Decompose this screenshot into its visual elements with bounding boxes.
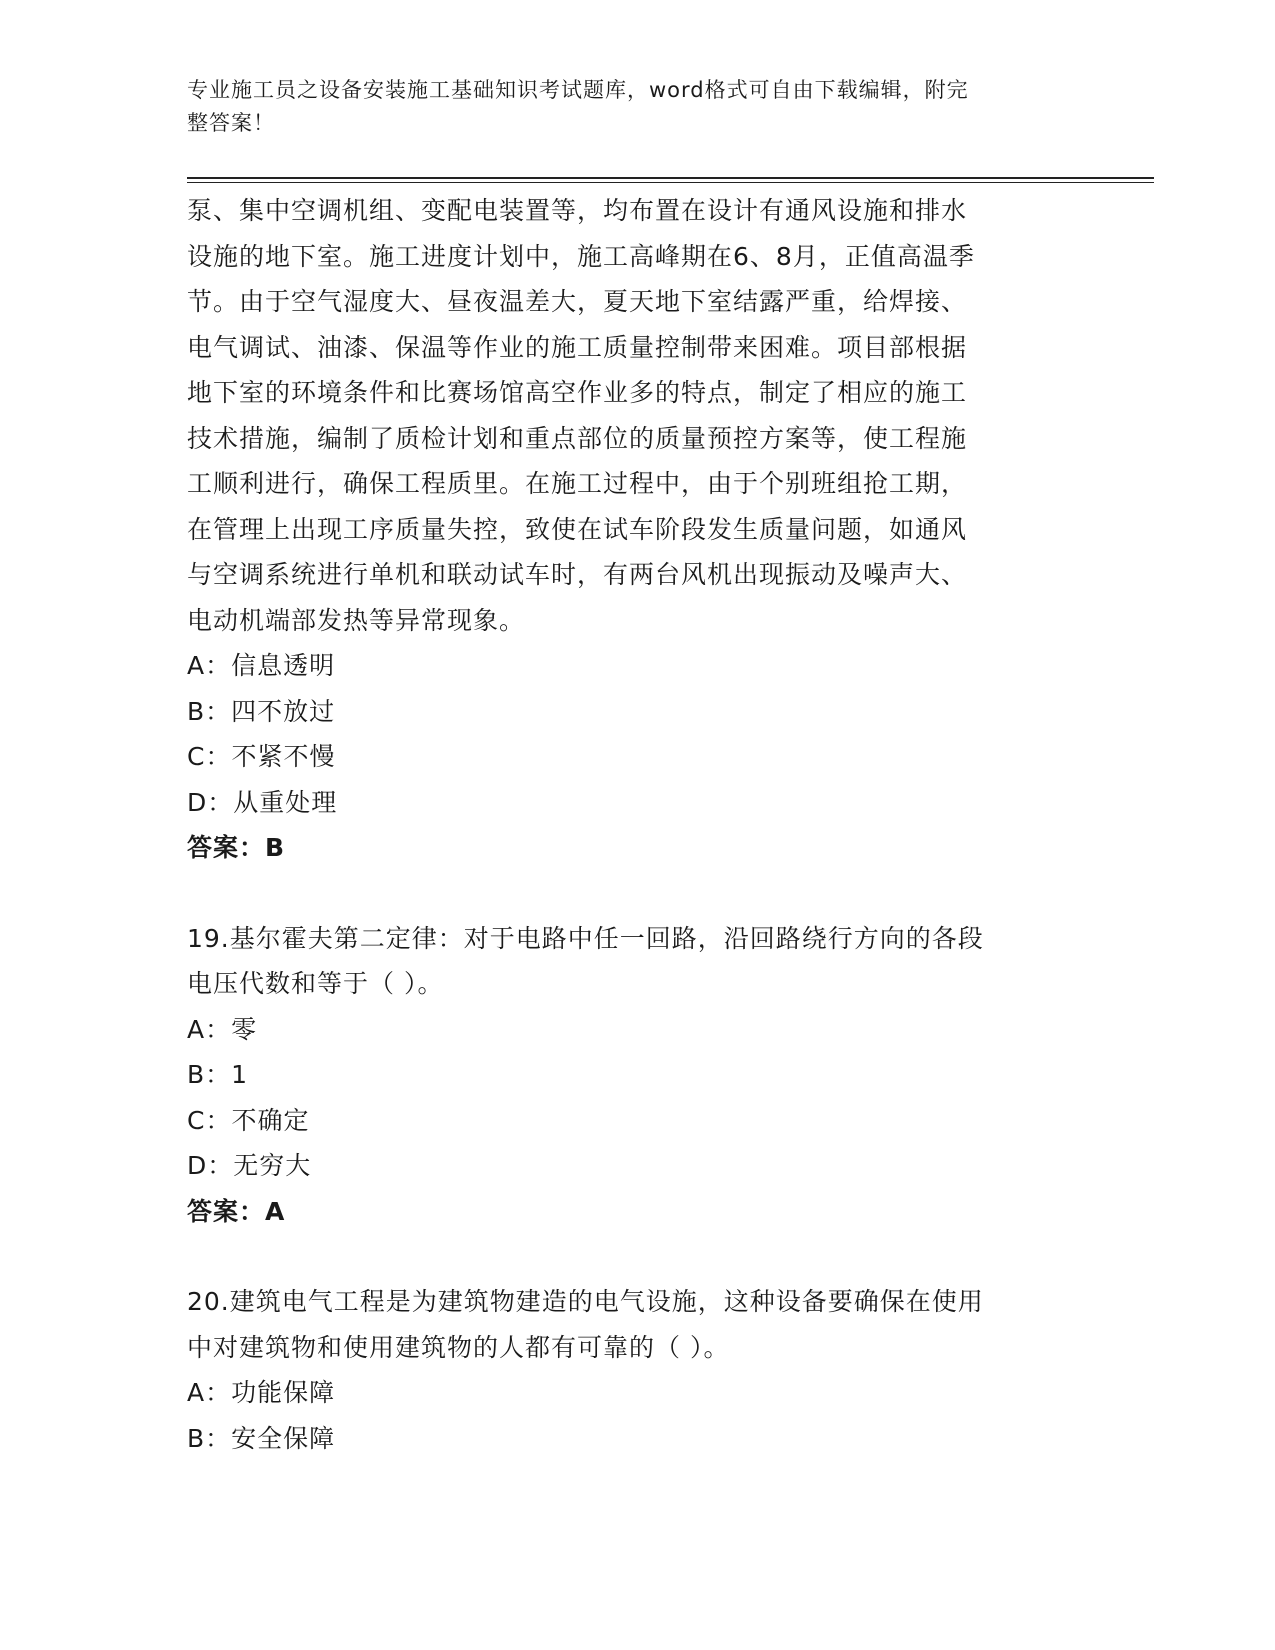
question-text-line: 电动机端部发热等异常现象。 [187, 605, 526, 635]
option-a: A：功能保障 [187, 1378, 336, 1407]
option-a: A：零 [187, 1014, 258, 1044]
question-text-line: 在管理上出现工序质量失控，致使在试车阶段发生质量问题，如通风 [187, 514, 968, 544]
answer-line: 答案：B [187, 833, 286, 862]
question-text-line: 中对建筑物和使用建筑物的人都有可靠的（ ）。 [187, 1332, 730, 1362]
option-a: A：信息透明 [187, 651, 336, 680]
question-text-line: 泵、集中空调机组、变配电装置等，均布置在设计有通风设施和排水 [187, 196, 968, 225]
spacer [187, 1234, 1067, 1279]
header-rule-thick [187, 177, 1154, 179]
question-18-continuation [187, 188, 1067, 871]
option-b: B：1 [187, 1060, 249, 1089]
question-20 [187, 1279, 1067, 1461]
question-text-line: 与空调系统进行单机和联动试车时，有两台风机出现振动及噪声大、 [187, 560, 968, 589]
answer-line: 答案：A [187, 1196, 286, 1226]
question-text-line: 技术措施，编制了质检计划和重点部位的质量预控方案等，使工程施 [187, 423, 968, 453]
page-header [187, 74, 1067, 140]
option-b: B：四不放过 [187, 696, 336, 726]
option-c: C：不确定 [187, 1105, 310, 1135]
header-rule-thin [187, 182, 1154, 183]
spacer [187, 871, 1067, 916]
option-b: B：安全保障 [187, 1423, 336, 1453]
question-19 [187, 916, 1067, 1235]
question-text-line: 电压代数和等于（ ）。 [187, 969, 444, 998]
header-title-line-2: 整答案！ [187, 111, 275, 135]
question-text-line: 地下室的环境条件和比赛场馆高空作业多的特点，制定了相应的施工 [187, 378, 968, 407]
question-text-line: 电气调试、油漆、保温等作业的施工质量控制带来困难。项目部根据 [187, 332, 968, 362]
question-text-line: 节。由于空气湿度大、昼夜温差大，夏天地下室结露严重，给焊接、 [187, 287, 968, 316]
option-d: D：无穷大 [187, 1151, 312, 1180]
option-d: D：从重处理 [187, 787, 338, 817]
question-text-line: 19.基尔霍夫第二定律：对于电路中任一回路，沿回路绕行方向的各段 [187, 923, 984, 953]
option-c: C：不紧不慢 [187, 742, 336, 771]
document-body [187, 188, 1067, 1461]
question-text-line: 设施的地下室。施工进度计划中，施工高峰期在6、8月，正值高温季 [187, 241, 975, 271]
header-title-line-1: 专业施工员之设备安装施工基础知识考试题库，word格式可自由下载编辑，附完 [187, 78, 969, 102]
question-text-line: 工顺利进行，确保工程质里。在施工过程中，由于个别班组抢工期， [187, 469, 968, 498]
question-text-line: 20.建筑电气工程是为建筑物建造的电气设施，这种设备要确保在使用 [187, 1287, 984, 1316]
